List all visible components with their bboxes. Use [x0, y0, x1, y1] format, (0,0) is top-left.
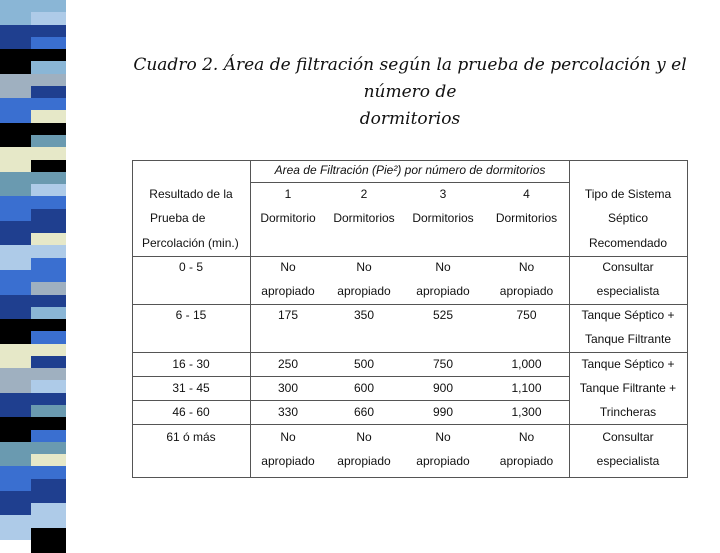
row-divider [132, 424, 688, 425]
row1-col4: No [518, 260, 535, 274]
header-col1-label: Dormitorio [260, 211, 316, 225]
header-col4-label: Dormitorios [495, 211, 558, 225]
row6-system: Consultar [602, 430, 654, 444]
row5-col2: 660 [353, 405, 375, 419]
strip-block-inner [31, 528, 66, 553]
row6-col2b: apropiado [337, 454, 391, 468]
page-title [110, 52, 710, 133]
decorative-color-strip [0, 0, 66, 540]
row6-system-b: especialista [596, 454, 660, 468]
row2-system-b: Tanque Filtrante [584, 332, 672, 346]
row6-col1: No [280, 430, 296, 444]
row4-col3: 900 [432, 381, 454, 395]
row-divider [132, 304, 688, 305]
header-bottom-border [132, 256, 688, 257]
row6-col1b: apropiado [261, 454, 315, 468]
row2-col2: 350 [353, 308, 375, 322]
row2-col4: 750 [516, 308, 537, 322]
table-top-border [132, 160, 688, 161]
header-col3-number: 3 [439, 187, 447, 201]
row5-system: Trincheras [599, 405, 657, 419]
row6-col3b: apropiado [416, 454, 470, 468]
title-line-2: dormitorios [359, 109, 461, 129]
super-header: Area de Filtración (Pie²) por número de dormitorios [274, 163, 546, 177]
row1-system: Consultar [602, 260, 654, 274]
header-col2-label: Dormitorios [333, 211, 395, 225]
row2-range: 6 - 15 [175, 308, 207, 322]
percolation-table [132, 160, 688, 478]
row5-col3: 990 [432, 405, 454, 419]
row1-col3b: apropiado [416, 284, 470, 298]
row2-system: Tanque Séptico + [581, 308, 675, 322]
row5-col4: 1,300 [511, 405, 542, 419]
super-header-line [250, 182, 569, 183]
header-test-line3: Percolación (min.) [142, 236, 239, 250]
row3-system: Tanque Séptico + [581, 357, 675, 371]
row3-col3: 750 [432, 357, 454, 371]
header-col3-label: Dormitorios [412, 211, 474, 225]
row1-range: 0 - 5 [178, 260, 203, 274]
row6-range: 61 ó más [166, 430, 216, 444]
row1-col4b: apropiado [499, 284, 554, 298]
row2-col3: 525 [432, 308, 454, 322]
table-right-border [687, 160, 688, 478]
row6-col2: No [356, 430, 372, 444]
row-divider [132, 400, 569, 401]
row4-col1: 300 [277, 381, 299, 395]
row2-col1: 175 [277, 308, 299, 322]
row3-col2: 500 [353, 357, 375, 371]
row4-col2: 600 [353, 381, 375, 395]
row4-system: Tanque Filtrante + [579, 381, 677, 395]
header-test-line1: Resultado de la [149, 187, 233, 201]
row4-range: 31 - 45 [172, 381, 210, 395]
row-divider [132, 352, 688, 353]
row1-system-b: especialista [596, 284, 660, 298]
row1-col1: No [280, 260, 296, 274]
header-system-line2: Séptico [607, 211, 649, 225]
header-col2-number: 2 [360, 187, 368, 201]
header-col4-number: 4 [523, 187, 530, 201]
header-test-line2: Prueba de [150, 211, 206, 225]
header-system-line1: Tipo de Sistema [584, 187, 672, 201]
row-divider [132, 376, 569, 377]
row4-col4: 1,100 [511, 381, 542, 395]
row1-col2b: apropiado [337, 284, 391, 298]
row1-col2: No [356, 260, 372, 274]
table-bottom-border [132, 477, 688, 478]
row1-col1b: apropiado [261, 284, 315, 298]
row1-col3: No [435, 260, 451, 274]
row6-col3: No [435, 430, 451, 444]
row5-range: 46 - 60 [172, 405, 210, 419]
row6-col4: No [518, 430, 535, 444]
row3-col4: 1,000 [511, 357, 542, 371]
row3-col1: 250 [277, 357, 299, 371]
row5-col1: 330 [277, 405, 299, 419]
row6-col4b: apropiado [499, 454, 554, 468]
header-system-line3: Recomendado [588, 236, 668, 250]
row3-range: 16 - 30 [172, 357, 210, 371]
header-col1-number: 1 [284, 187, 292, 201]
title-line-1: Cuadro 2. Área de filtración según la prueba de percolación y el número de [133, 55, 687, 102]
